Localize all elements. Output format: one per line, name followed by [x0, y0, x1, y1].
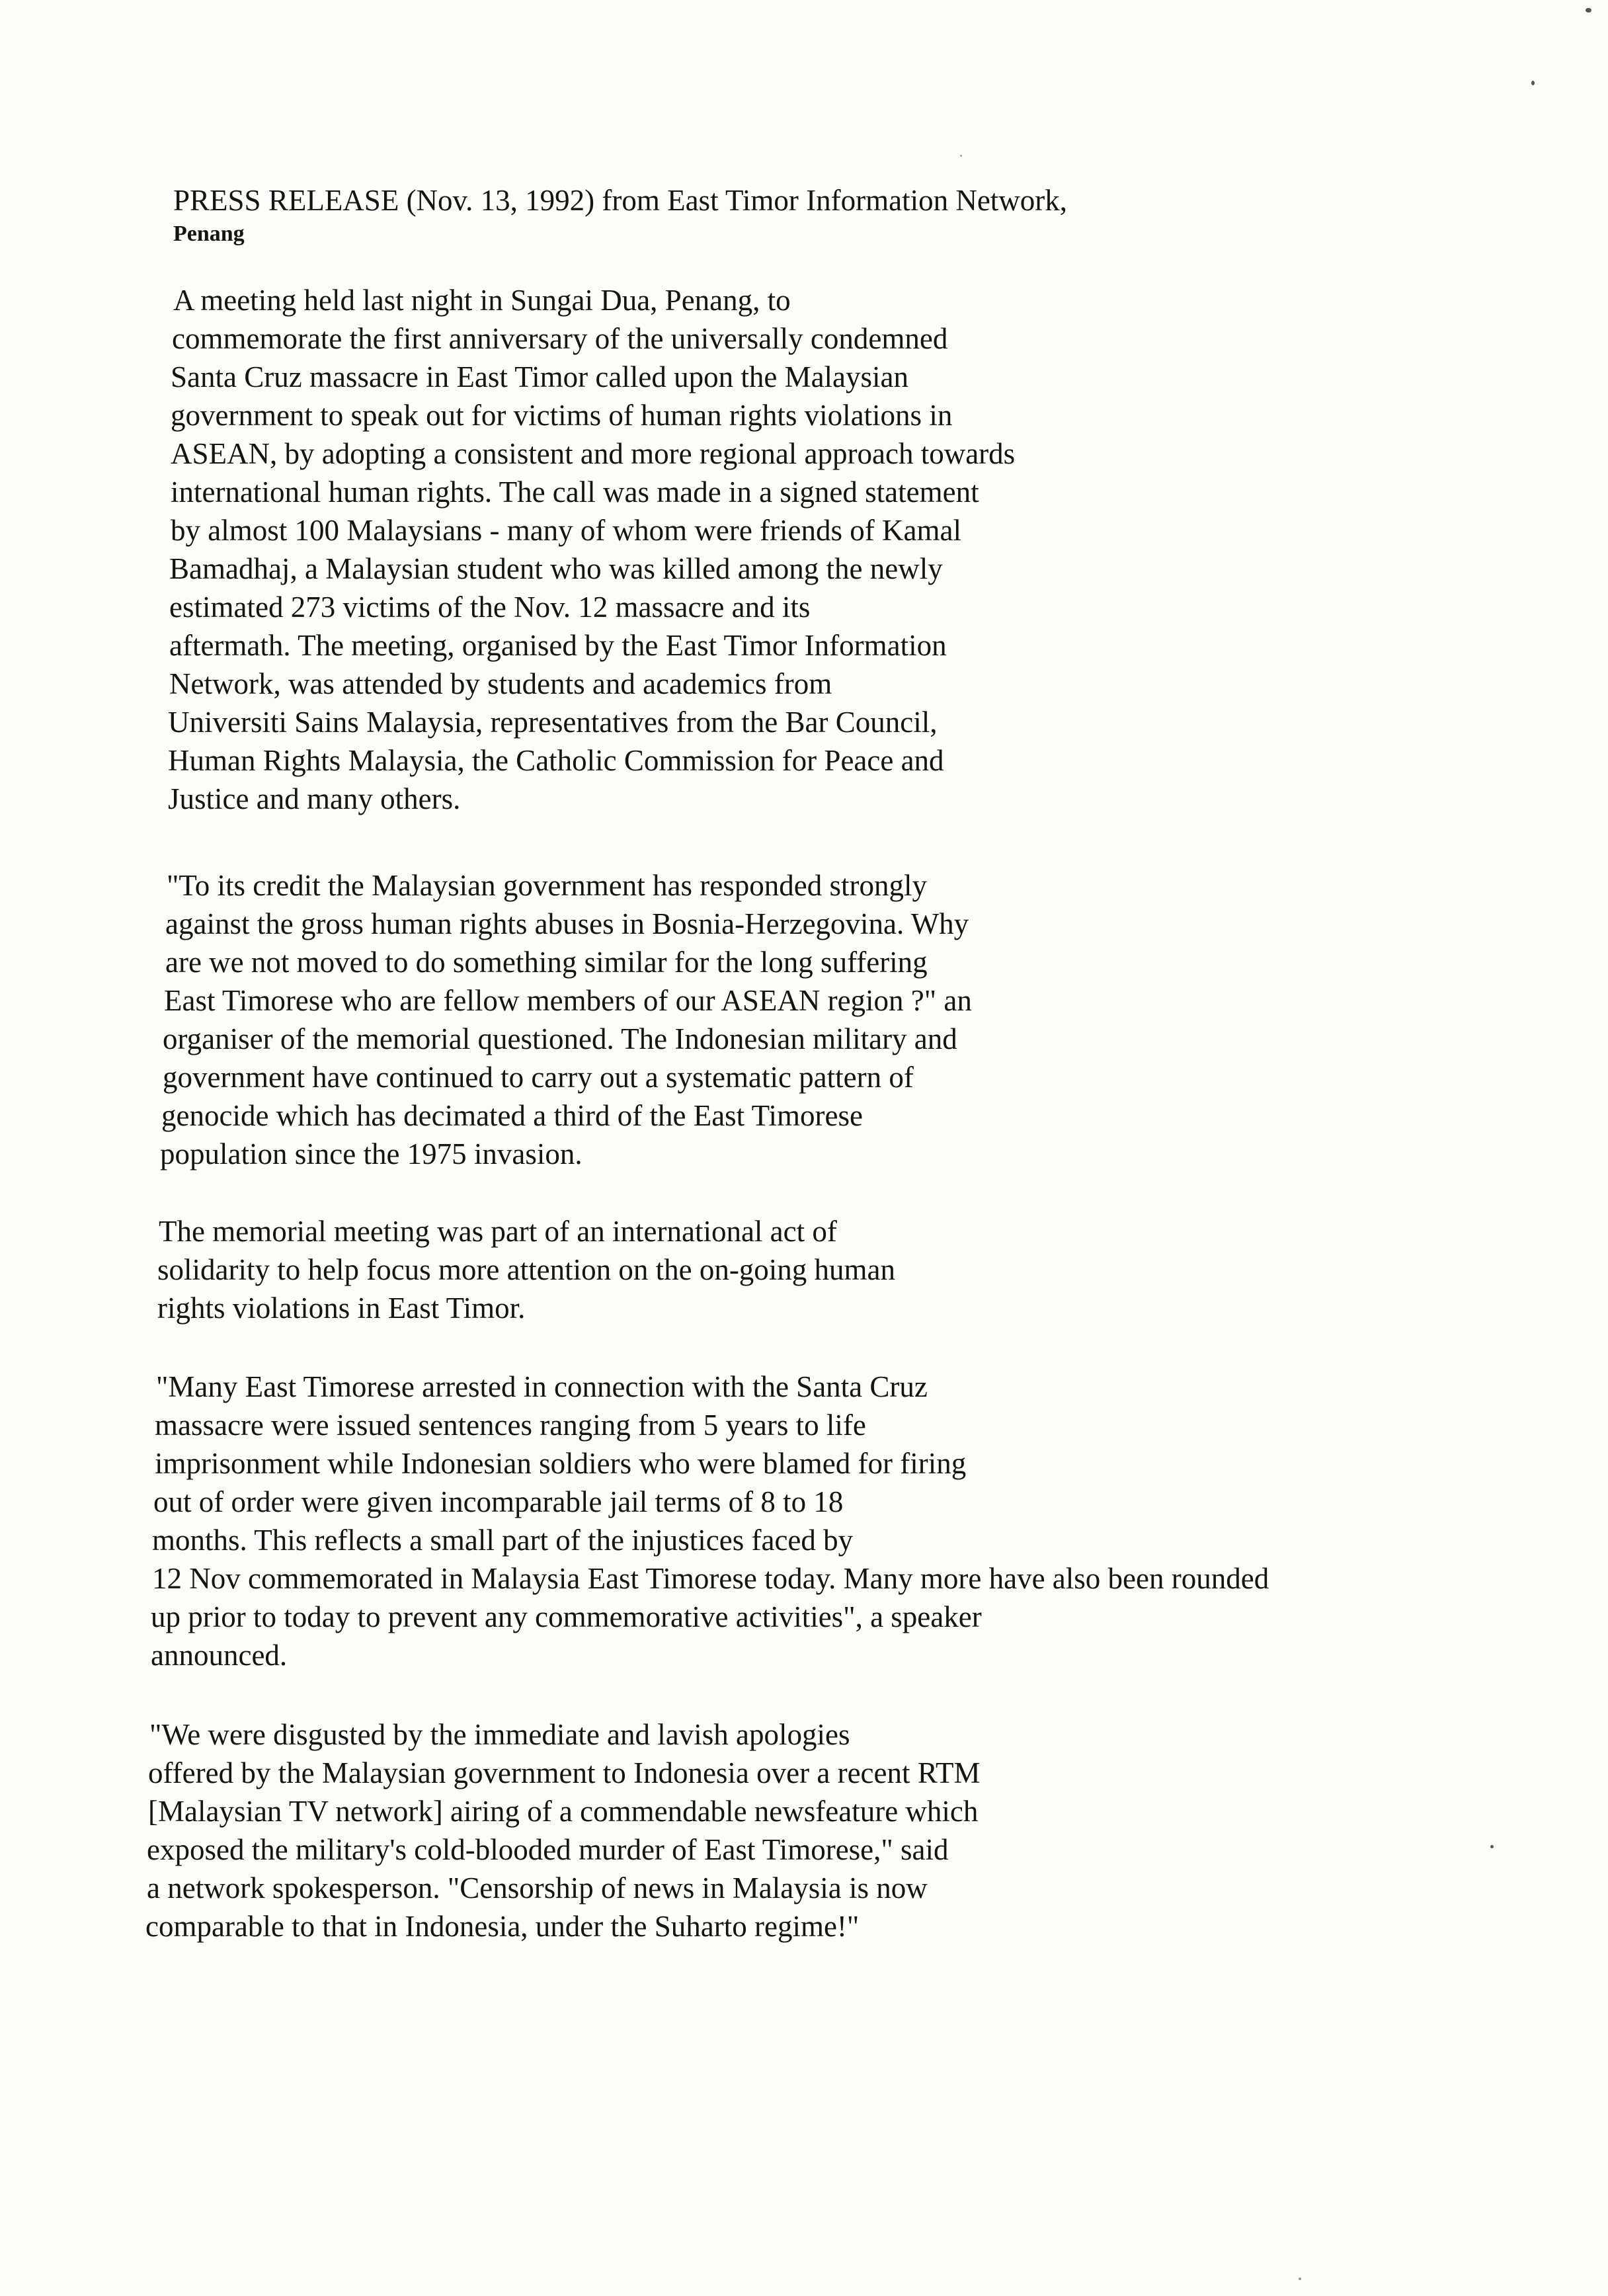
text-line: rights violations in East Timor. [157, 1292, 526, 1325]
text-line: against the gross human rights abuses in Bosnia-Herzegovina. Why [165, 907, 969, 940]
text-line: Justice and many others. [168, 782, 461, 815]
text-line: offered by the Malaysian government to Indonesia over a recent RTM [148, 1756, 981, 1789]
text-line: Bamadhaj, a Malaysian student who was killed among the newly [169, 552, 943, 585]
text-line: Human Rights Malaysia, the Catholic Commission for Peace and [168, 744, 944, 777]
text-line: up prior to today to prevent any commemorative activities", a speaker [151, 1600, 982, 1633]
text-line: genocide which has decimated a third of the East Timorese [161, 1099, 863, 1132]
scan-speck [960, 155, 962, 157]
text-line: out of order were given incomparable jail terms of 8 to 18 [153, 1485, 844, 1518]
text-line: estimated 273 victims of the Nov. 12 massacre and its [169, 591, 811, 624]
text-line: comparable to that in Indonesia, under the Suharto regime!" [145, 1910, 860, 1943]
text-line: "We were disgusted by the immediate and lavish apologies [149, 1718, 850, 1751]
scan-speck [1531, 81, 1535, 85]
text-line: aftermath. The meeting, organised by the East Timor Information [169, 629, 947, 662]
scan-speck [1586, 8, 1591, 13]
text-line: "To its credit the Malaysian government has responded strongly [167, 869, 927, 902]
text-line: East Timorese who are fellow members of our ASEAN region ?" an [164, 984, 972, 1017]
text-line: are we not moved to do something similar for the long suffering [165, 946, 928, 979]
scan-speck [1490, 1845, 1494, 1848]
text-line: 12 Nov commemorated in Malaysia East Timorese today. Many more have also been rounded [152, 1562, 1269, 1595]
text-line: imprisonment while Indonesian soldiers who were blamed for firing [155, 1447, 967, 1480]
document-title: PRESS RELEASE (Nov. 13, 1992) from East Timor Information Network, [173, 184, 1068, 217]
text-line: ASEAN, by adopting a consistent and more regional approach towards [171, 437, 1016, 470]
text-line: government to speak out for victims of human rights violations in [171, 399, 953, 432]
text-line: [Malaysian TV network] airing of a commendable newsfeature which [148, 1795, 979, 1828]
text-line: A meeting held last night in Sungai Dua, Penang, to [173, 284, 791, 317]
text-line: announced. [151, 1639, 288, 1672]
text-line: Santa Cruz massacre in East Timor called upon the Malaysian [171, 360, 909, 393]
text-line: solidarity to help focus more attention on the on-going human [157, 1253, 896, 1286]
text-line: population since the 1975 invasion. [160, 1137, 583, 1170]
text-line: organiser of the memorial questioned. The Indonesian military and [163, 1022, 957, 1055]
text-line: massacre were issued sentences ranging from 5 years to life [155, 1409, 866, 1442]
text-line: months. This reflects a small part of the injustices faced by [152, 1524, 854, 1557]
text-line: by almost 100 Malaysians - many of whom were friends of Kamal [171, 514, 961, 547]
text-line: international human rights. The call was made in a signed statement [171, 475, 979, 509]
text-line: The memorial meeting was part of an international act of [159, 1215, 837, 1248]
document-location: Penang [173, 222, 245, 246]
text-line: exposed the military's cold-blooded murder of East Timorese," said [147, 1833, 949, 1866]
text-line: Network, was attended by students and academics from [169, 667, 832, 700]
scan-speck [1299, 2277, 1301, 2280]
text-line: Universiti Sains Malaysia, representatives from the Bar Council, [168, 706, 938, 739]
text-line: commemorate the first anniversary of the universally condemned [172, 322, 948, 355]
text-line: "Many East Timorese arrested in connection with the Santa Cruz [156, 1370, 928, 1403]
text-line: a network spokesperson. "Censorship of news in Malaysia is now [147, 1871, 928, 1905]
text-line: government have continued to carry out a systematic pattern of [163, 1061, 914, 1094]
